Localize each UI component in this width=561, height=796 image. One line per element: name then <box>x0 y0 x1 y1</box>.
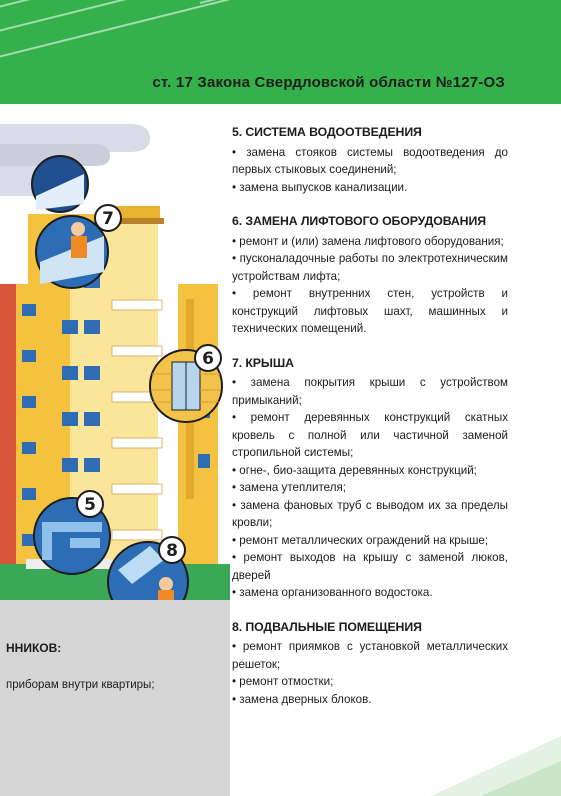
list-item: • ремонт отмостки; <box>232 675 334 688</box>
list-item: • ремонт внутренних стен, устройств и конструкций лифтовых шахт, машинных и технических помещений. <box>232 287 508 335</box>
list-item: • замена выпусков канализации. <box>232 180 408 194</box>
section-drainage <box>232 124 508 196</box>
badge-5: 5 <box>84 495 96 515</box>
list-item: • ремонт выходов на крышу с заменой люков, дверей <box>232 551 508 582</box>
list-item: • ремонт приямков с установкой металлических решеток; <box>232 640 508 671</box>
content-column <box>232 124 508 725</box>
section-roof <box>232 355 508 602</box>
section-title: 7. КРЫША <box>232 355 294 370</box>
lower-left-panel <box>0 600 230 796</box>
badge-7: 7 <box>102 209 114 229</box>
section-basement <box>232 619 508 709</box>
list-item: • замена покрытия крыши с устройством примыканий; <box>232 376 508 407</box>
building-svg <box>0 104 230 600</box>
header-banner <box>0 0 561 104</box>
law-reference: ст. 17 Закона Свердловской области №127-ОЗ <box>152 74 505 91</box>
list-item: • огне-, био-защита деревянных конструкций; <box>232 463 477 477</box>
lower-left-heading: ННИКОВ: <box>6 641 62 655</box>
section-title: 5. СИСТЕМА ВОДООТВЕДЕНИЯ <box>232 125 422 139</box>
section-title: 6. ЗАМЕНА ЛИФТОВОГО ОБОРУДОВАНИЯ <box>232 214 486 228</box>
section-elevator <box>232 213 508 338</box>
section-title: 8. ПОДВАЛЬНЫЕ ПОМЕЩЕНИЯ <box>232 619 422 634</box>
building-illustration <box>0 104 230 600</box>
lower-left-text: приборам внутри квартиры; <box>6 679 155 691</box>
list-item: • замена организованного водостока. <box>232 586 433 599</box>
list-item: • ремонт металлических ограждений на крыше; <box>232 533 489 547</box>
list-item: • замена утеплителя; <box>232 481 346 494</box>
list-item: • ремонт и (или) замена лифтового оборудования; <box>232 234 504 248</box>
badge-8: 8 <box>166 541 178 561</box>
list-item: • ремонт деревянных конструкций скатных кровель с полной или частичной заменой стропильной системы; <box>232 411 508 459</box>
list-item: • пусконаладочные работы по электротехническим устройствам лифта; <box>232 252 508 283</box>
list-item: • замена дверных блоков. <box>232 692 372 706</box>
corner-decoration <box>321 736 561 796</box>
list-item: • замена фановых труб с выводом их за пределы кровли; <box>232 498 508 529</box>
badge-6: 6 <box>202 349 214 369</box>
list-item: • замена стояков системы водоотведения до первых стыковых соединений; <box>232 145 508 176</box>
